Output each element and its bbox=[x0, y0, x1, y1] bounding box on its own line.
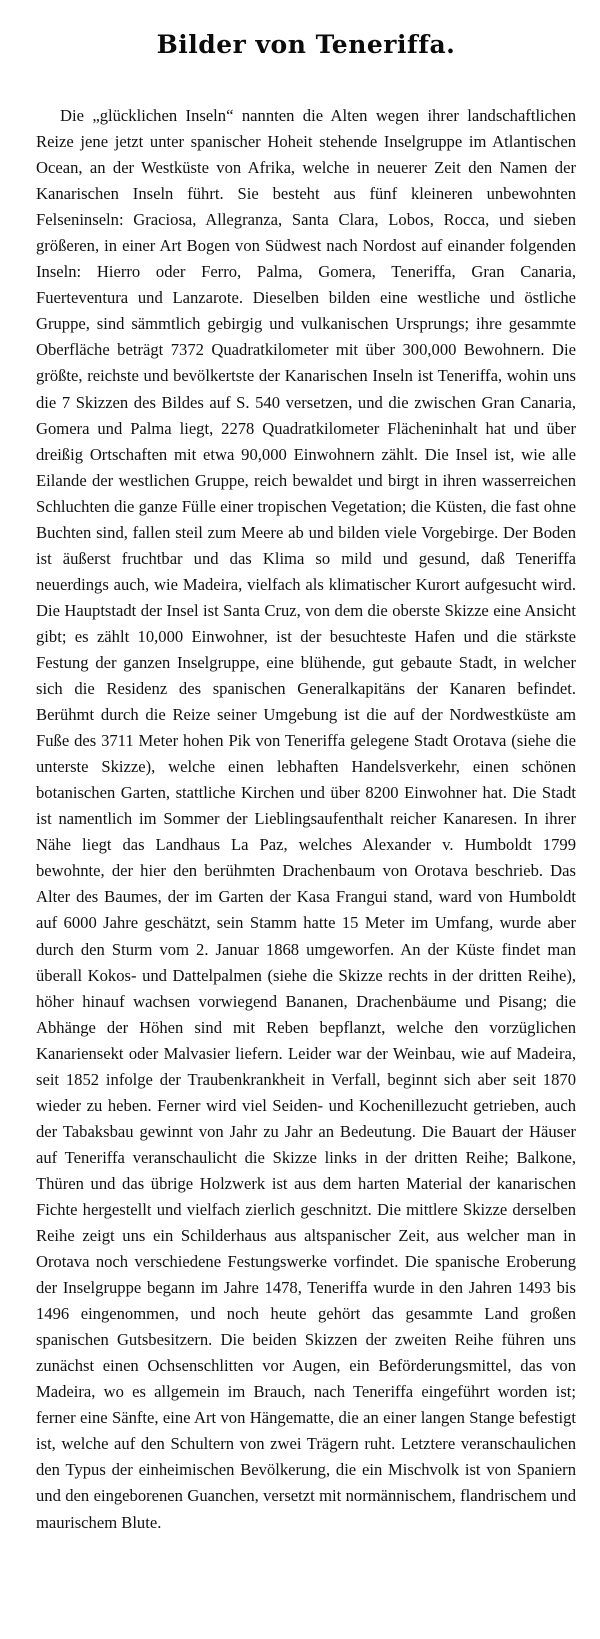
article-body: Die „glücklichen Inseln“ nannten die Alten wegen ihrer landschaftlichen Reize jene jetzt unter spanischer Hoheit stehende Inselgruppe im Atlantischen Ocean, an der Westküste von Afrika, welche in neuerer Zeit den Namen der Kanarischen Inseln führt. Sie besteht aus fünf kleineren unbewohnten Felseninseln: Graciosa, Allegranza, Santa Clara, Lobos, Rocca, und sieben größeren, in einer Art Bogen von Südwest nach Nordost auf einander folgenden Inseln: Hierro oder Ferro, Palma, Gomera, Teneriffa, Gran Canaria, Fuerteventura und Lanzarote. Dieselben bilden eine westliche und östliche Gruppe, sind sämmtlich gebirgig und vulkanischen Ursprungs; ihre gesammte Oberfläche beträgt 7372 Quadratkilometer mit über 300,000 Bewohnern. Die größte, reichste und bevölkertste der Kanarischen Inseln ist Teneriffa, wohin uns die 7 Skizzen des Bildes auf S. 540 versetzen, und die zwischen Gran Canaria, Gomera und Palma liegt, 2278 Quadratkilometer Flächeninhalt hat und über dreißig Ortschaften mit etwa 90,000 Einwohnern zählt. Die Insel ist, wie alle Eilande der westlichen Gruppe, reich bewaldet und birgt in ihren wasserreichen Schluchten die ganze Fülle einer tropischen Vegetation; die Küsten, die fast ohne Buchten sind, fallen steil zum Meere ab und bilden viele Vorgebirge. Der Boden ist äußerst fruchtbar und das Klima so mild und gesund, daß Teneriffa neuerdings auch, wie Madeira, vielfach als klimatischer Kurort aufgesucht wird. Die Hauptstadt der Insel ist Santa Cruz, von dem die oberste Skizze eine Ansicht gibt; es zählt 10,000 Einwohner, ist der besuchteste Hafen und die stärkste Festung der ganzen Inselgruppe, eine blühende, gut gebaute Stadt, in welcher sich die Residenz des spanischen Generalkapitäns der Kanaren befindet. Berühmt durch die Reize seiner Umgebung ist die auf der Nordwestküste am Fuße des 3711 Meter hohen Pik von Teneriffa gelegene Stadt Orotava (siehe die unterste Skizze), welche einen lebhaften Handelsverkehr, einen schönen botanischen Garten, stattliche Kirchen und über 8200 Einwohner hat. Die Stadt ist namentlich im Sommer der Lieblingsaufenthalt reicher Kanaresen. In ihrer Nähe liegt das Landhaus La Paz, welches Alexander v. Humboldt 1799 bewohnte, der hier den berühmten Drachenbaum von Orotava beschrieb. Das Alter des Baumes, der im Garten der Kasa Frangui stand, ward von Humboldt auf 6000 Jahre geschätzt, sein Stamm hatte 15 Meter im Umfang, wurde aber durch den Sturm vom 2. Januar 1868 umgeworfen. An der Küste findet man überall Kokos- und Dattelpalmen (siehe die Skizze rechts in der dritten Reihe), höher hinauf wachsen vorwiegend Bananen, Drachenbäume und Pisang; die Abhänge der Höhen sind mit Reben bepflanzt, welche den vorzüglichen Kanariensekt oder Malvasier liefern. Leider war der Weinbau, wie auf Madeira, seit 1852 infolge der Traubenkrankheit in Verfall, beginnt sich aber seit 1870 wieder zu heben. Ferner wird viel Seiden- und Kochenillezucht getrieben, auch der Tabaksbau gewinnt von Jahr zu Jahr an Bedeutung. Die Bauart der Häuser auf Teneriffa veranschaulicht die Skizze links in der dritten Reihe; Balkone, Thüren und das übrige Holzwerk ist aus dem harten Material der kanarischen Fichte hergestellt und vielfach zierlich geschnitzt. Die mittlere Skizze derselben Reihe zeigt uns ein Schilderhaus aus altspanischer Zeit, aus welcher man in Orotava noch verschiedene Festungswerke vorfindet. Die spanische Eroberung der Inselgruppe begann im Jahre 1478, Teneriffa wurde in den Jahren 1493 bis 1496 eingenommen, und noch heute gehört das gesammte Land großen spanischen Gutsbesitzern. Die beiden Skizzen der zweiten Reihe führen uns zunächst einen Ochsenschlitten vor Augen, ein Beförderungsmittel, das von Madeira, wo es allgemein im Brauch, nach Teneriffa eingeführt worden ist; ferner eine Sänfte, eine Art von Hängematte, die an einer langen Stange befestigt ist, welche auf den Schultern von zwei Trägern ruht. Letztere veranschaulichen den Typus der einheimischen Bevölkerung, die ein Mischvolk ist von Spaniern und den eingeborenen Guanchen, versetzt mit normännischem, flandrischem und maurischem Blute. bbox=[36, 106, 576, 1532]
article-title: Bilder von Teneriffa. bbox=[156, 30, 456, 59]
article bbox=[36, 30, 576, 1536]
